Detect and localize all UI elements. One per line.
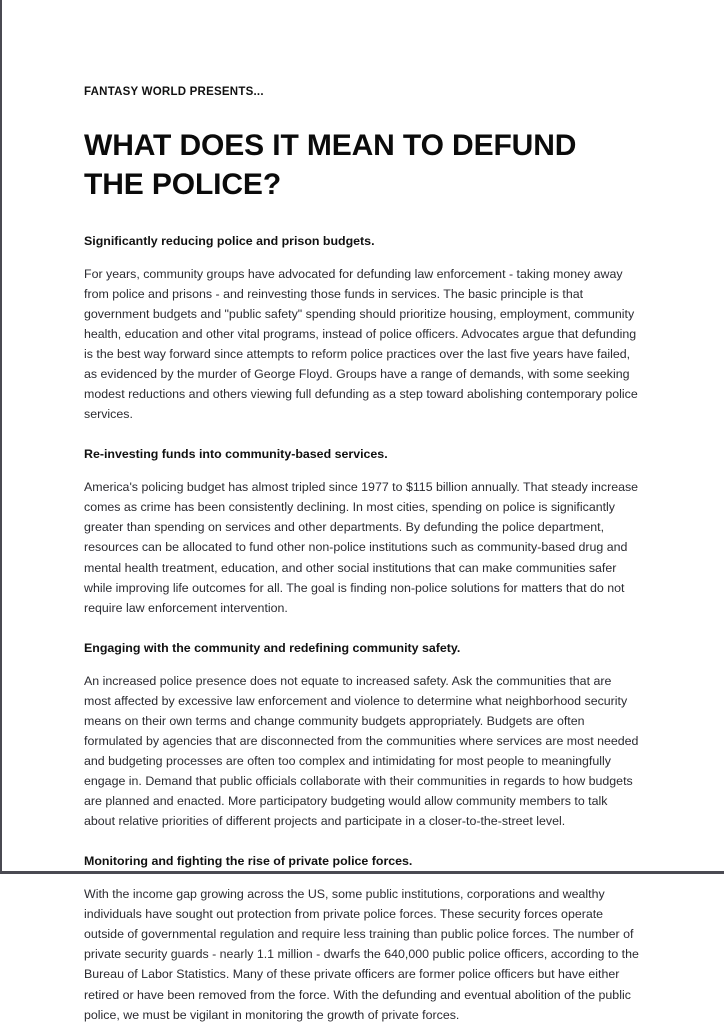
document-content xyxy=(84,86,640,1025)
section-community-engagement xyxy=(84,640,640,831)
section-body: For years, community groups have advocated for defunding law enforcement - taking money away from police and prisons - and reinvesting those funds in services. The basic principle is that government budgets and "public safety" spending should prioritize housing, employment, community health, education and other vital programs, instead of police officers. Advocates argue that defunding is the best way forward since attempts to reform police practices over the last five years have failed, as evidenced by the murder of George Floyd. Groups have a range of demands, with some seeking modest reductions and others viewing full defunding as a step toward abolishing contemporary police services. xyxy=(84,266,638,422)
section-body: With the income gap growing across the US, some public institutions, corporations and wealthy individuals have sought out protection from private police forces. These security forces operate outside of governmental regulation and require less training than public police forces. The number of private security guards - nearly 1.1 million - dwarfs the 640,000 public police officers, according to the Bureau of Labor Statistics. Many of these private officers are former police officers but have either retired or have been removed from the force. With the defunding and eventual abolition of the public police, we must be vigilant in monitoring the growth of private forces. xyxy=(84,887,639,1022)
page-title: WHAT DOES IT MEAN TO DEFUND THE POLICE? xyxy=(84,128,577,202)
section-body: America's policing budget has almost tripled since 1977 to $115 billion annually. That steady increase comes as crime has been consistently declining. In most cities, spending on police is significantly greater than spending on services and other departments. By defunding the police department, resources can be allocated to fund other non-police institutions such as community-based drug and mental health treatment, education, and other social institutions that can make communities safer while improving life outcomes for all. The goal is finding non-police solutions for matters that do not require law enforcement intervention. xyxy=(84,480,639,615)
section-heading: Significantly reducing police and prison budgets. xyxy=(84,233,375,248)
section-body: An increased police presence does not equate to increased safety. Ask the communities that are most affected by excessive law enforcement and violence to determine what neighborhood security means on their own terms and change community budgets appropriately. Budgets are often formulated by agencies that are disconnected from the communities where services are most needed and budgeting processes are often too complex and intimidating for most people to meaningfully engage in. Demand that public officials collaborate with their communities in regards to how budgets are planned and enacted. More participatory budgeting would allow community members to talk about relative priorities of different projects and participate in a closer-to-the-street level. xyxy=(84,673,639,829)
section-reinvesting-funds xyxy=(84,446,640,617)
section-heading: Re-investing funds into community-based services. xyxy=(84,447,388,462)
section-heading: Monitoring and fighting the rise of private police forces. xyxy=(84,854,413,869)
section-private-police-forces xyxy=(84,853,640,1024)
section-heading: Engaging with the community and redefining community safety. xyxy=(84,640,461,655)
section-reducing-budgets xyxy=(84,233,640,424)
publisher-eyebrow: FANTASY WORLD PRESENTS... xyxy=(84,86,264,98)
